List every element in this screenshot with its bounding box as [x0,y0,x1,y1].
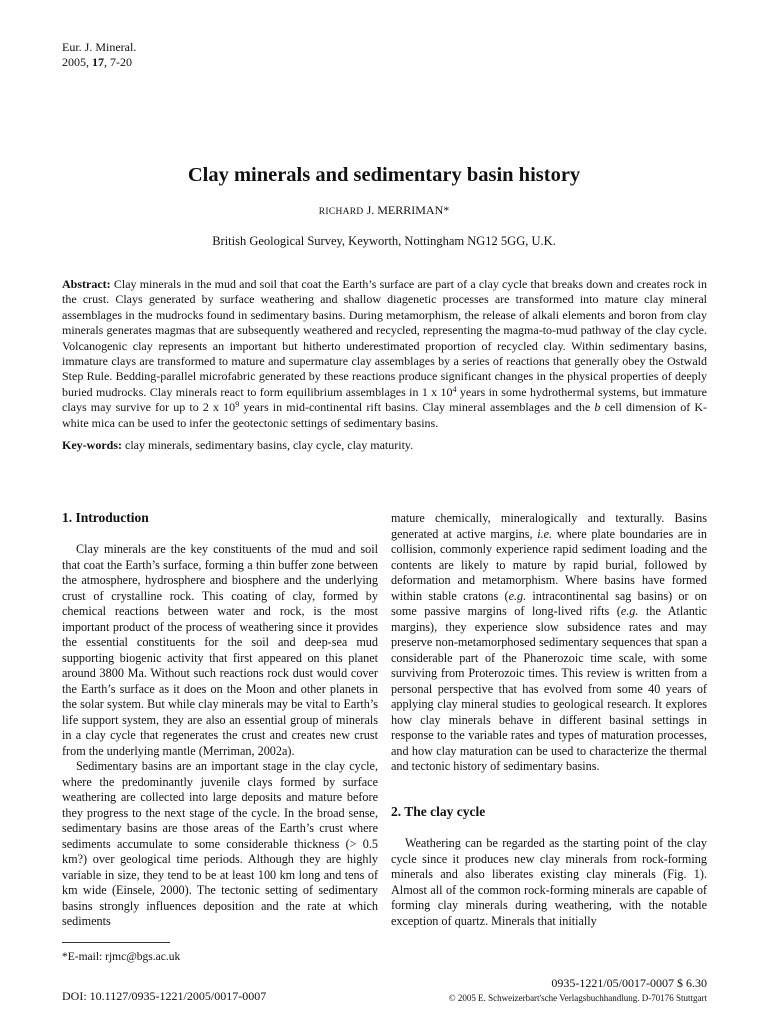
journal-name: Eur. J. Mineral. [62,40,137,54]
author-first-name: RICHARD [318,207,364,217]
doi: DOI: 10.1127/0935-1221/2005/0017-0007 [62,989,267,1003]
author-line [0,203,768,218]
abstract: Abstract: Clay minerals in the mud and soil that coat the Earth’s surface are part of a clay cycle that breaks down and creates rock in the crust. Clays generated by surface weathering and shallow diagenetic processes are transformed into mature clay mineral assemblages in the mudrocks found in sedimentary basins. During metamorphism, the release of alkali elements and boron from clay minerals generates magmas that are subsequently weathered and recycled, representing the magma-to-mud pathway of the clay cycle. Volcanogenic clay represents an important but hitherto underestimated proportion of recycled clay. Within sedimentary basins, immature clays are transformed to mature and supermature clay assemblages by a series of reactions that generally obey the Ostwald Step Rule. Bedding-parallel microfabric generated by these reactions produce significant changes in the physical properties of deeply buried mudrocks. Clay minerals react to form equilibrium assemblages in 1 x $10^4$ years in some hydrothermal systems, but immature clays may survive for up to 2 x $10^9$ years in mid-continental rift basins. Clay mineral assemblages and the b cell dimension of K-white mica can be used to infer the geotectonic settings of sedimentary basins. [62,277,708,430]
paragraph: Sedimentary basins are an important stage in the clay cycle, where the predominantly juvenile clays formed by surface weathering are collected into large deposits and mature before they progress to the next stage of the cycle. In the broad sense, sedimentary basins are those areas of the Earth’s crust where sediments accumulate to some considerable thickness (> 0.5 km?) over geological time periods. Although they are highly variable in size, they tend to be at least 100 km long and tens of km wide (Einsele, 2000). The tectonic setting of sedimentary basins strongly influences deposition and the rate at which sediments [62,759,378,928]
volume-number: 17 [92,55,104,69]
section-heading-introduction: 1. Introduction [62,510,149,525]
footnote-email: *E-mail: rjmc@bgs.ac.uk [62,951,181,963]
author-rest: J. MERRIMAN* [363,203,450,217]
keywords-label: Key-words: [62,438,122,452]
column-left [62,542,378,930]
footnote-rule [62,942,170,943]
column-right-section2 [391,836,707,929]
issn-price: 0935-1221/05/0017-0007 $ 6.30 [551,976,707,990]
column-right [391,511,707,775]
keywords: Key-words: clay minerals, sedimentary basins, clay cycle, clay maturity. [62,438,414,452]
paragraph: mature chemically, mineralogically and texturally. Basins generated at active margins, i.e. where plate boundaries are in collision, commonly experience rapid sediment loading and the contents are likely to mature by rapid burial, followed by deformation and metamorphism. Where basins have formed within stable cratons (e.g. intracontinental sag basins) or on some passive margins of long-lived rifts (e.g. the Atlantic margins), they experience slow subsidence rates and may preserve non-metamorphosed sedimentary sequences that span a considerable part of the Phanerozoic time scale, with some surviving from Proterozoic times. This review is written from a personal perspective that has evolved from some 40 years of applying clay mineral studies to geological research. It explores how clay minerals behave in different basinal settings in response to the variable rates and types of maturation processes, and how clay maturation can be used to characterize the thermal and tectonic history of sedimentary basins. [391,511,707,773]
copyright: © 2005 E. Schweizerbart'sche Verlagsbuchhandlung. D-70176 Stuttgart [448,993,707,1003]
paragraph: Clay minerals are the key constituents of the mud and soil that coat the Earth’s surface, forming a thin buffer zone between the atmosphere, hydrosphere and biosphere and the underlying crust of crystalline rock. This coating of clay, formed by chemical reactions between water and rock, is the most important product of the process of weathering since it provides the essential constituents for the soil and deep-sea mud supporting biogenic activity that first appeared on this planet around 3800 Ma. Without such reactions rock dust would cover the Earth’s surface as it does on the Moon and other planets in the solar system. But while clay minerals may be vital to Earth’s life support system, they are also an essential group of minerals in a clay cycle that regenerates the crust and creates new crust from the underlying mantle (Merriman, 2002a). [62,542,378,758]
paragraph: Weathering can be regarded as the starting point of the clay cycle since it produces new clay minerals from rock-forming minerals and also liberates existing clay minerals (Fig. 1). Almost all of the common rock-forming minerals are capable of forming clay minerals during weathering, with the notable exception of quartz. Minerals that initially [391,836,707,928]
section-heading-clay-cycle: 2. The clay cycle [391,804,486,819]
abstract-label: Abstract: [62,277,111,291]
volume-info: 2005, 17, 7-20 [62,55,132,69]
journal-citation [62,40,136,70]
affiliation: British Geological Survey, Keyworth, Nottingham NG12 5GG, U.K. [212,234,556,248]
paper-title: Clay minerals and sedimentary basin history [187,164,581,186]
